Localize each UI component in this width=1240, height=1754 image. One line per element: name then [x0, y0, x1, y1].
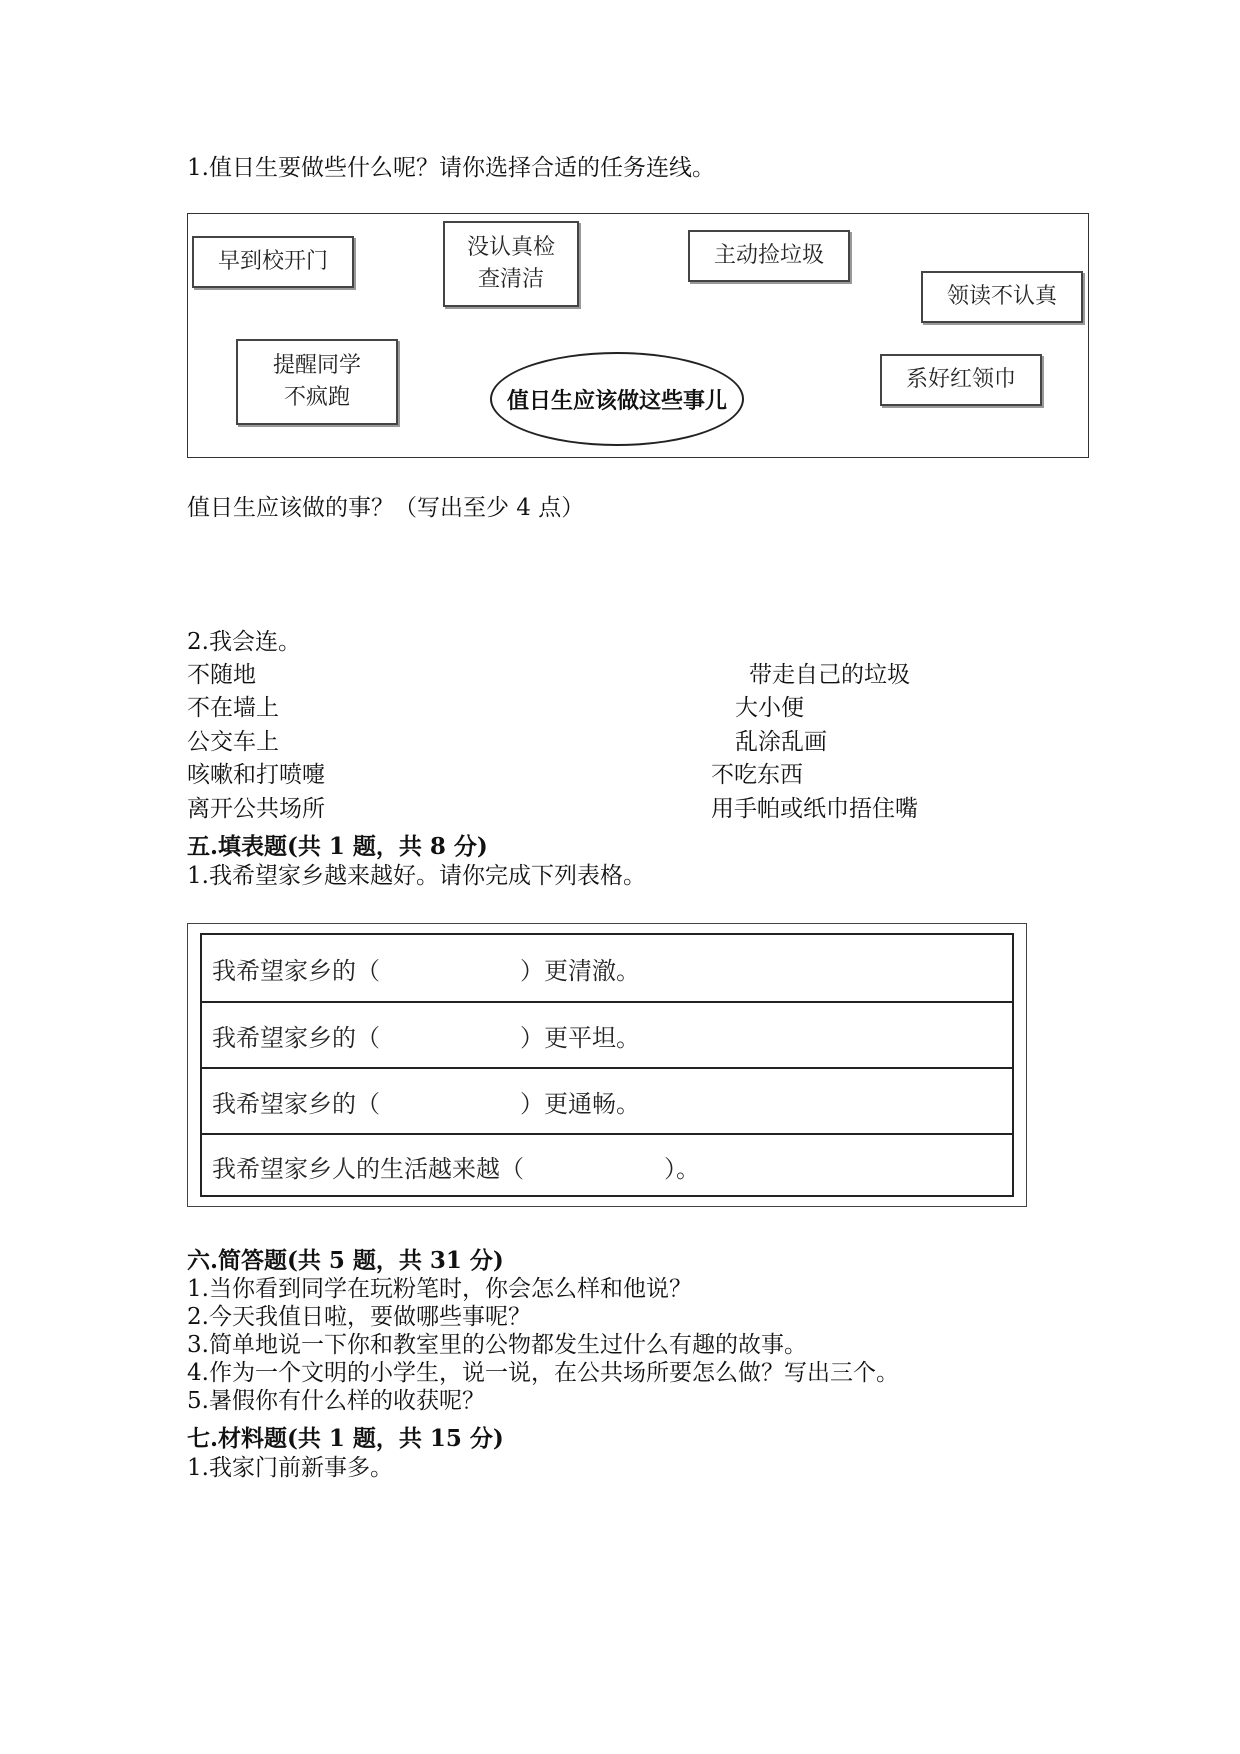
section-6-question: 1.当你看到同学在玩粉笔时，你会怎么样和他说？	[187, 1276, 692, 1302]
task-box-red-scarf: 系好红领巾	[880, 354, 1042, 406]
match-left-item: 咳嗽和打喷嚏	[187, 762, 325, 788]
task-box-open-door: 早到校开门	[192, 236, 354, 288]
question-1-answer-prompt: 值日生应该做的事？（写出至少 4 点）	[187, 495, 585, 521]
task-box-remind-no-running: 提醒同学不疯跑	[236, 339, 398, 425]
hope-row-suffix: ）。	[664, 1154, 700, 1183]
hope-row-prefix: 我希望家乡的（	[212, 1023, 380, 1052]
question-2-prompt: 2.我会连。	[187, 629, 301, 655]
hope-table	[200, 933, 1014, 1197]
duty-task-figure	[187, 213, 1089, 458]
match-right-item: 不吃东西	[711, 762, 803, 788]
hope-row-prefix: 我希望家乡人的生活越来越（	[212, 1154, 524, 1183]
center-ellipse: 值日生应该做这些事儿	[490, 352, 744, 446]
hope-row-suffix: ）更通畅。	[520, 1089, 640, 1118]
hope-table-row	[202, 1001, 1012, 1067]
match-left-item: 离开公共场所	[187, 796, 325, 822]
hope-row-suffix: ）更清澈。	[520, 956, 640, 985]
section-6-question: 5.暑假你有什么样的收获呢？	[187, 1388, 485, 1414]
match-right-item: 大小便	[735, 695, 804, 721]
task-box-pick-up-litter: 主动捡垃圾	[688, 230, 850, 282]
match-right-item: 带走自己的垃圾	[749, 662, 910, 688]
section-6-question: 2.今天我值日啦，要做哪些事呢？	[187, 1304, 531, 1330]
hope-table-row	[202, 1133, 1012, 1197]
match-left-item: 不在墙上	[187, 695, 279, 721]
hope-table-frame	[187, 923, 1027, 1207]
section-6-question: 3.简单地说一下你和教室里的公物都发生过什么有趣的故事。	[187, 1332, 807, 1358]
section-7-question-1: 1.我家门前新事多。	[187, 1455, 393, 1481]
match-right-item: 乱涂乱画	[735, 729, 827, 755]
question-1-prompt: 1.值日生要做些什么呢？请你选择合适的任务连线。	[187, 155, 715, 181]
section-6-heading: 六.简答题(共 5 题，共 31 分)	[187, 1247, 504, 1274]
match-left-item: 不随地	[187, 662, 256, 688]
section-7-heading: 七.材料题(共 1 题，共 15 分)	[187, 1425, 504, 1452]
match-left-item: 公交车上	[187, 729, 279, 755]
hope-row-prefix: 我希望家乡的（	[212, 956, 380, 985]
hope-table-row	[202, 935, 1012, 1001]
section-5-question-1: 1.我希望家乡越来越好。请你完成下列表格。	[187, 863, 646, 889]
hope-table-row	[202, 1067, 1012, 1133]
section-5-heading: 五.填表题(共 1 题，共 8 分)	[187, 833, 488, 860]
hope-row-prefix: 我希望家乡的（	[212, 1089, 380, 1118]
hope-row-suffix: ）更平坦。	[520, 1023, 640, 1052]
match-right-item: 用手帕或纸巾捂住嘴	[711, 796, 918, 822]
section-6-question: 4.作为一个文明的小学生，说一说，在公共场所要怎么做？写出三个。	[187, 1360, 899, 1386]
task-box-careless-cleaning: 没认真检查清洁	[443, 221, 579, 307]
task-box-careless-reading: 领读不认真	[921, 271, 1083, 323]
